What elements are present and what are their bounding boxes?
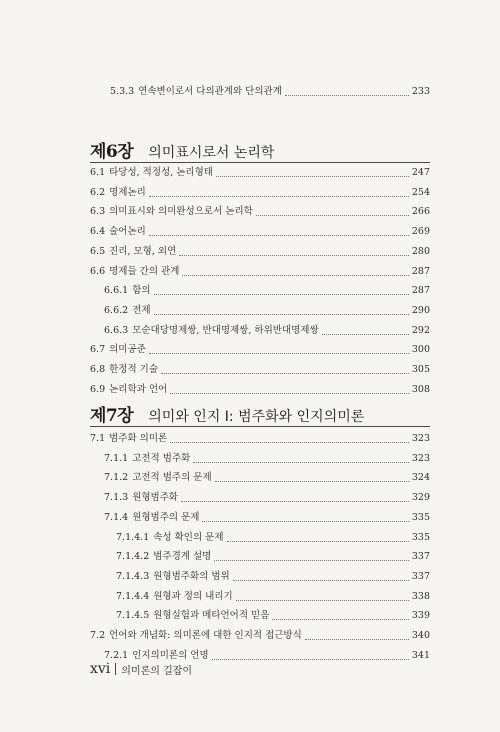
toc-entry [90, 245, 430, 259]
entry-number: 6.1 [90, 167, 106, 178]
dot-leader [170, 442, 409, 443]
dot-leader [215, 481, 409, 482]
chapter-rule [90, 162, 430, 163]
chapter-rule [90, 426, 430, 427]
entry-title: 진리, 모형, 외연 [109, 245, 177, 257]
entry-number: 7.1.4.4 [116, 590, 150, 602]
entry-page: 247 [411, 167, 430, 178]
dot-leader [149, 353, 409, 354]
dot-leader [212, 659, 409, 660]
entry-number: 7.1.4.1 [116, 531, 150, 543]
entry-page: 323 [411, 433, 430, 444]
page-footer [90, 661, 192, 677]
entry-number: 6.4 [90, 226, 106, 238]
entry-title: 전제 [132, 304, 151, 316]
chapter-heading [90, 137, 274, 162]
toc-entry [90, 205, 430, 219]
entry-page: 287 [411, 285, 430, 297]
toc-entry [90, 166, 430, 180]
entry-number: 6.5 [90, 245, 106, 257]
entry-title: 함의 [132, 285, 151, 297]
entry-page: 324 [411, 472, 430, 484]
entry-page: 254 [411, 186, 430, 198]
dot-leader [154, 294, 409, 295]
toc-entry [90, 265, 430, 279]
toc-entry [116, 609, 430, 623]
entry-number: 5.3.3 [110, 86, 135, 97]
toc-entry [90, 186, 430, 200]
entry-title: 원형과 정의 내리기 [153, 590, 233, 602]
entry-title: 인지의미론의 언명 [132, 649, 209, 661]
toc-entry [104, 284, 430, 298]
toc-entry [90, 343, 430, 357]
entry-page: 339 [411, 610, 430, 622]
entry-page: 233 [411, 86, 430, 97]
entry-page: 337 [411, 570, 430, 582]
dot-leader [256, 215, 409, 216]
entry-page: 305 [411, 364, 430, 375]
entry-page: 280 [411, 245, 430, 257]
entry-page: 308 [411, 383, 430, 395]
dot-leader [182, 275, 408, 276]
toc-entry [104, 452, 430, 466]
dot-leader [214, 560, 409, 561]
dot-leader [161, 373, 409, 374]
toc-entry [104, 511, 430, 525]
entry-number: 7.2.1 [104, 649, 129, 661]
entry-title: 술어논리 [109, 226, 146, 238]
chapter-heading [90, 401, 364, 426]
entry-title: 원형범주화 [132, 492, 179, 504]
dot-leader [170, 393, 409, 394]
dot-leader [236, 600, 409, 601]
dot-leader [179, 255, 409, 256]
entry-number: 7.1.4.5 [116, 610, 150, 622]
entry-title: 범주경계 설명 [153, 551, 212, 563]
entry-number: 6.6.1 [104, 285, 129, 297]
toc-entry [90, 629, 430, 643]
entry-page: 335 [411, 511, 430, 523]
entry-number: 6.7 [90, 344, 106, 356]
entry-number: 6.6 [90, 265, 106, 277]
entry-page: 340 [411, 630, 430, 641]
toc-entry [90, 225, 430, 239]
entry-number: 7.1.3 [104, 492, 129, 504]
entry-page: 338 [411, 590, 430, 602]
toc-entry [104, 471, 430, 485]
toc-entry [90, 363, 430, 377]
entry-title: 명제논리 [109, 186, 146, 198]
entry-title: 범주화 의미론 [109, 433, 168, 444]
entry-title: 모순대당명제쌍, 반대명제쌍, 하위반대명제쌍 [132, 324, 319, 336]
entry-page: 287 [411, 265, 430, 277]
toc-entry [116, 570, 430, 584]
entry-number: 7.1.1 [104, 452, 129, 464]
toc-entry [104, 304, 430, 318]
footer-divider [115, 663, 116, 675]
entry-page: 269 [411, 226, 430, 238]
chapter-label: 제7장 [90, 406, 134, 426]
toc-entry [116, 531, 430, 545]
entry-page: 337 [411, 551, 430, 563]
page-number: xvi [90, 661, 111, 677]
entry-title: 한정적 기술 [109, 364, 159, 375]
entry-number: 7.2 [90, 630, 106, 641]
chapter-label: 제6장 [90, 142, 134, 162]
entry-number: 6.6.3 [104, 324, 129, 336]
dot-leader [149, 235, 409, 236]
toc-entry [110, 85, 430, 99]
entry-title: 논리학과 언어 [109, 383, 168, 395]
entry-title: 속성 확인의 문제 [153, 531, 224, 543]
dot-leader [272, 619, 408, 620]
dot-leader [285, 95, 409, 96]
chapter-title: 의미표시로서 논리학 [148, 145, 275, 161]
dot-leader [149, 196, 409, 197]
entry-number: 6.2 [90, 186, 106, 198]
entry-number: 7.1.4.3 [116, 570, 150, 582]
entry-number: 6.8 [90, 364, 106, 375]
entry-title: 원형범주화의 범위 [153, 570, 230, 582]
entry-number: 6.3 [90, 206, 106, 218]
entry-page: 290 [411, 304, 430, 316]
entry-number: 7.1 [90, 433, 106, 444]
book-title: 의미론의 길잡이 [121, 665, 193, 677]
entry-number: 6.9 [90, 383, 106, 395]
entry-number: 6.6.2 [104, 304, 129, 316]
entry-page: 323 [411, 452, 430, 464]
entry-title: 원형범주의 문제 [132, 511, 200, 523]
dot-leader [305, 639, 409, 640]
entry-title: 고전적 범주화 [132, 452, 191, 464]
dot-leader [322, 334, 409, 335]
toc-entry [90, 383, 430, 397]
dot-leader [227, 541, 409, 542]
dot-leader [202, 521, 408, 522]
dot-leader [154, 314, 409, 315]
dot-leader [193, 462, 409, 463]
entry-number: 7.1.4 [104, 511, 129, 523]
toc-entry [116, 550, 430, 564]
entry-page: 266 [411, 206, 430, 218]
toc-entry [104, 324, 430, 338]
entry-page: 329 [411, 492, 430, 504]
dot-leader [181, 501, 409, 502]
entry-title: 연속변이로서 다의관계와 단의관계 [138, 86, 282, 97]
entry-title: 타당성, 적정성, 논리형태 [109, 167, 213, 178]
entry-title: 명제들 간의 관계 [109, 265, 180, 277]
entry-number: 7.1.2 [104, 472, 129, 484]
entry-page: 292 [411, 324, 430, 336]
entry-page: 335 [411, 531, 430, 543]
dot-leader [216, 176, 409, 177]
entry-page: 341 [411, 649, 430, 661]
chapter-title: 의미와 인지 I: 범주화와 인지의미론 [148, 409, 365, 425]
entry-title: 고전적 범주의 문제 [132, 472, 212, 484]
entry-title: 의미표시와 의미완성으로서 논리학 [109, 206, 253, 218]
toc-entry [90, 432, 430, 446]
dot-leader [233, 580, 409, 581]
toc-entry [104, 491, 430, 505]
entry-title: 의미공준 [109, 344, 146, 356]
toc-entry [116, 590, 430, 604]
entry-title: 원형실험과 메타언어적 믿음 [153, 610, 270, 622]
entry-title: 언어와 개념화: 의미론에 대한 인지적 접근방식 [109, 630, 302, 641]
entry-number: 7.1.4.2 [116, 551, 150, 563]
entry-page: 300 [411, 344, 430, 356]
